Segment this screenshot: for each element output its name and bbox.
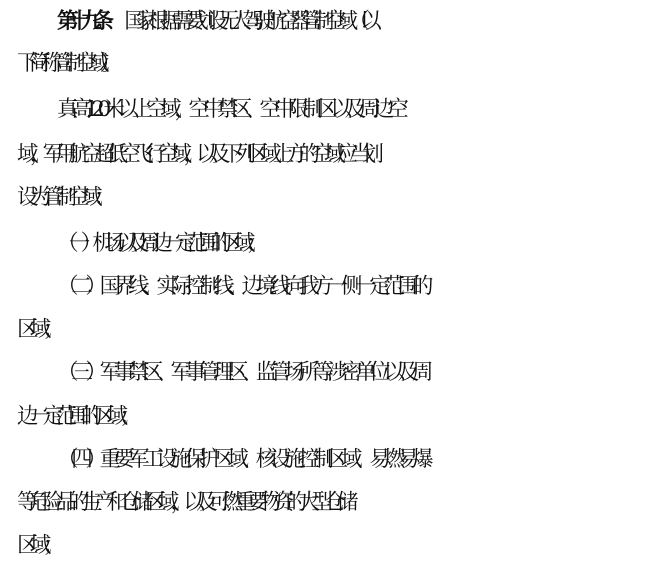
item-2-line-1: （二）国界线、实际控制线、边境线向我方一侧一定范围的 <box>57 274 427 299</box>
item-1-line-1: （一）机场以及周边一定范围的区域； <box>57 231 258 256</box>
item-4-line-2: 等危险品的生产和仓储区域，以及可燃重要物资的大型仓储 <box>17 490 350 515</box>
item-4-line-1: （四）重要军工设施保护区域、核设施控制区域、易燃易爆 <box>57 447 427 472</box>
item-3-line-2: 边一定范围的区域； <box>17 404 133 429</box>
article-text-line-2: 下简称管制空域）。 <box>17 51 113 76</box>
article-first-line <box>0 0 646 44</box>
article-text-line-1: 国家根据需要划设无人驾驶航空器管制空域（以 <box>124 9 372 34</box>
item-4-line-3: 区域； <box>17 533 56 558</box>
paragraph2-line-2: 域，军用航空超低空飞行空域，以及下列区域上方的空域应当划 <box>17 142 376 167</box>
paragraph2-line-3: 设为管制空域： <box>17 185 107 210</box>
paragraph2-line-1: 真高 120 米以上空域，空中禁区、空中限制区以及周边空 <box>57 97 402 122</box>
item-3-line-1: （三）军事禁区、军事管理区、监管场所等涉密单位以及周 <box>57 360 427 385</box>
item-2-line-2: 区域； <box>17 317 56 342</box>
article-label: 第十九条 <box>57 9 105 34</box>
